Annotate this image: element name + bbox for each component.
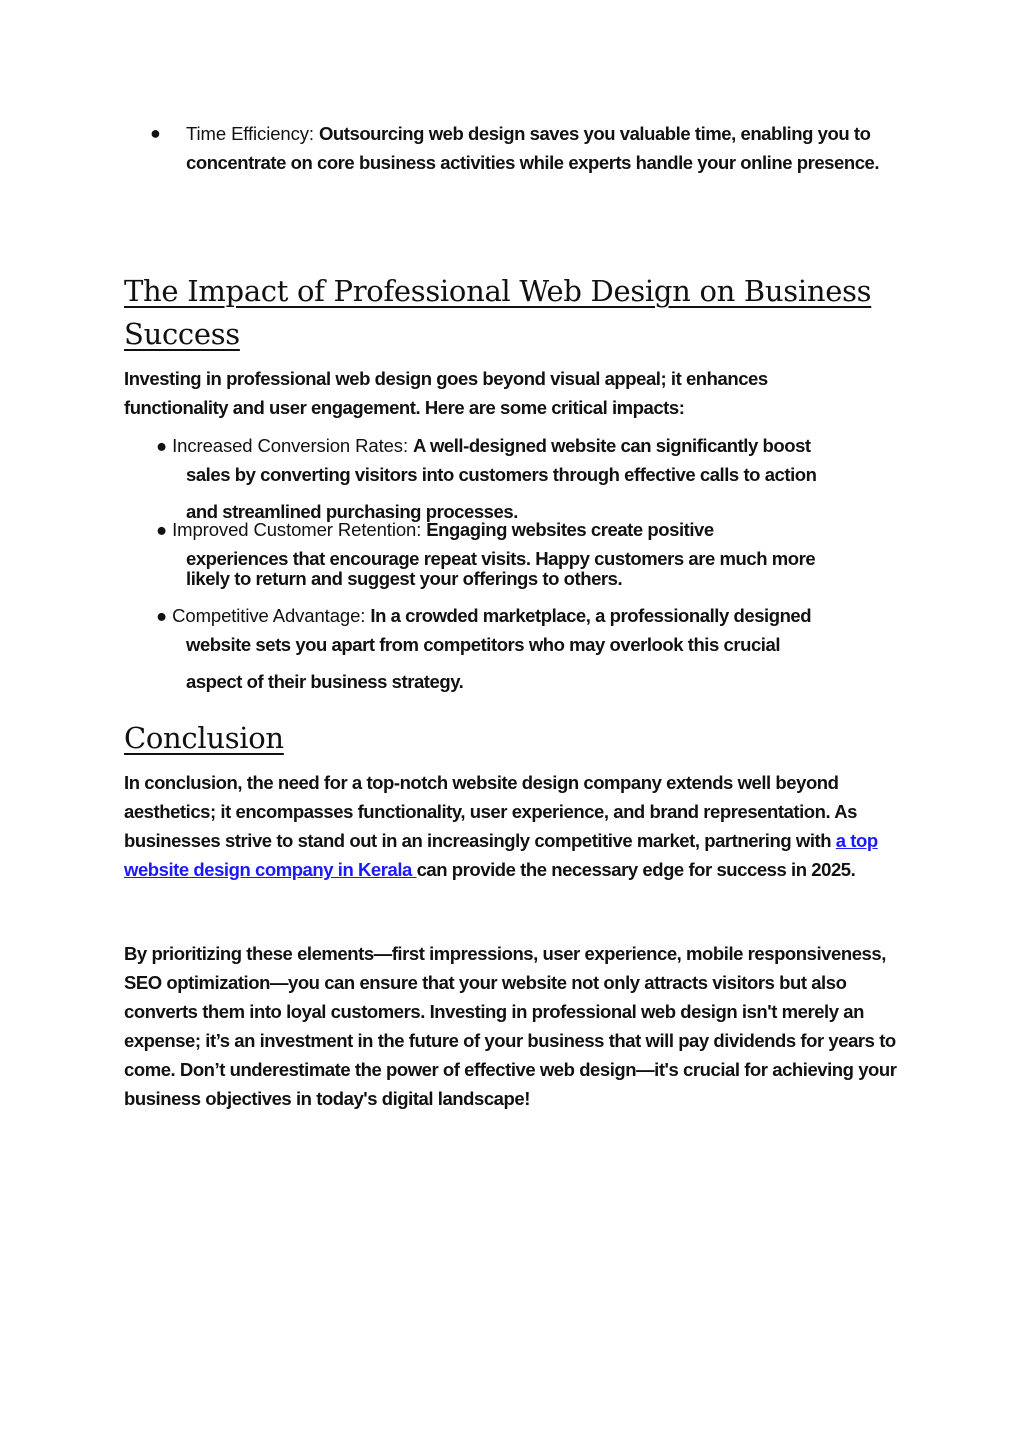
list-item-text: Engaging websites create positive [426, 519, 714, 540]
list-item-line: and streamlined purchasing processes. [186, 501, 518, 522]
list-item-first-line: ● Improved Customer Retention: Engaging websites create positive [156, 519, 714, 540]
list-item-term: Improved Customer Retention: [172, 519, 427, 540]
conclusion-heading: Conclusion [124, 721, 284, 755]
closing-paragraph: By prioritizing these elements—first impressions, user experience, mobile responsiveness, SEO optimization—you can ensure that your website not only attracts visitors but also converts them into loyal customers. Investing in professional web design isn't merely an expense; it’s an investment in the future of your business that will pay dividends for years to come. Don’t underestimate the power of effective web design—it's crucial for achieving your business objectives in today's digital landscape! [124, 943, 897, 1109]
list-item-term: Increased Conversion Rates: [172, 435, 414, 456]
bullet-term: Time Efficiency: [186, 123, 319, 144]
conclusion-paragraph [124, 768, 914, 884]
bullet-dot: ● [150, 123, 161, 143]
impact-heading: The Impact of Professional Web Design on Business Success [124, 274, 872, 351]
list-item-text: In a crowded marketplace, a professionally designed [370, 605, 812, 626]
time-efficiency-item [186, 119, 886, 177]
list-item-first-line: ● Competitive Advantage: In a crowded marketplace, a professionally designed [156, 605, 812, 626]
list-item-text: A well-designed website can significantly boost [413, 435, 811, 456]
list-item-line: likely to return and suggest your offerings to others. [186, 568, 623, 589]
conclusion-text-end: can provide the necessary edge for success in 2025. [416, 859, 856, 880]
kerala-design-company-link[interactable]: a top website design company in Kerala [124, 830, 878, 880]
list-item-term: Competitive Advantage: [172, 605, 371, 626]
list-item-conversion [156, 431, 886, 526]
list-item-line: aspect of their business strategy. [186, 671, 464, 692]
list-item-line: experiences that encourage repeat visits. Happy customers are much more [186, 548, 816, 569]
bullet-text: Outsourcing web design saves you valuable time, enabling you to concentrate on core business activities while experts handle your online presence. [186, 123, 880, 173]
list-item-first-line: ● Increased Conversion Rates: A well-designed website can significantly boost [156, 435, 811, 456]
list-item-retention [156, 515, 886, 593]
impact-intro: Investing in professional web design goes beyond visual appeal; it enhances functionality and user engagement. Here are some critical impacts: [124, 368, 768, 418]
list-item-line: sales by converting visitors into customers through effective calls to action [186, 464, 817, 485]
list-item-line: website sets you apart from competitors who may overlook this crucial [186, 634, 781, 655]
conclusion-text: In conclusion, the need for a top-notch website design company extends well beyond aesthetics; it encompasses functionality, user experience, and brand representation. As businesses strive to stand out in an increasingly competitive market, partnering with [124, 772, 857, 851]
list-item-advantage [156, 601, 886, 696]
